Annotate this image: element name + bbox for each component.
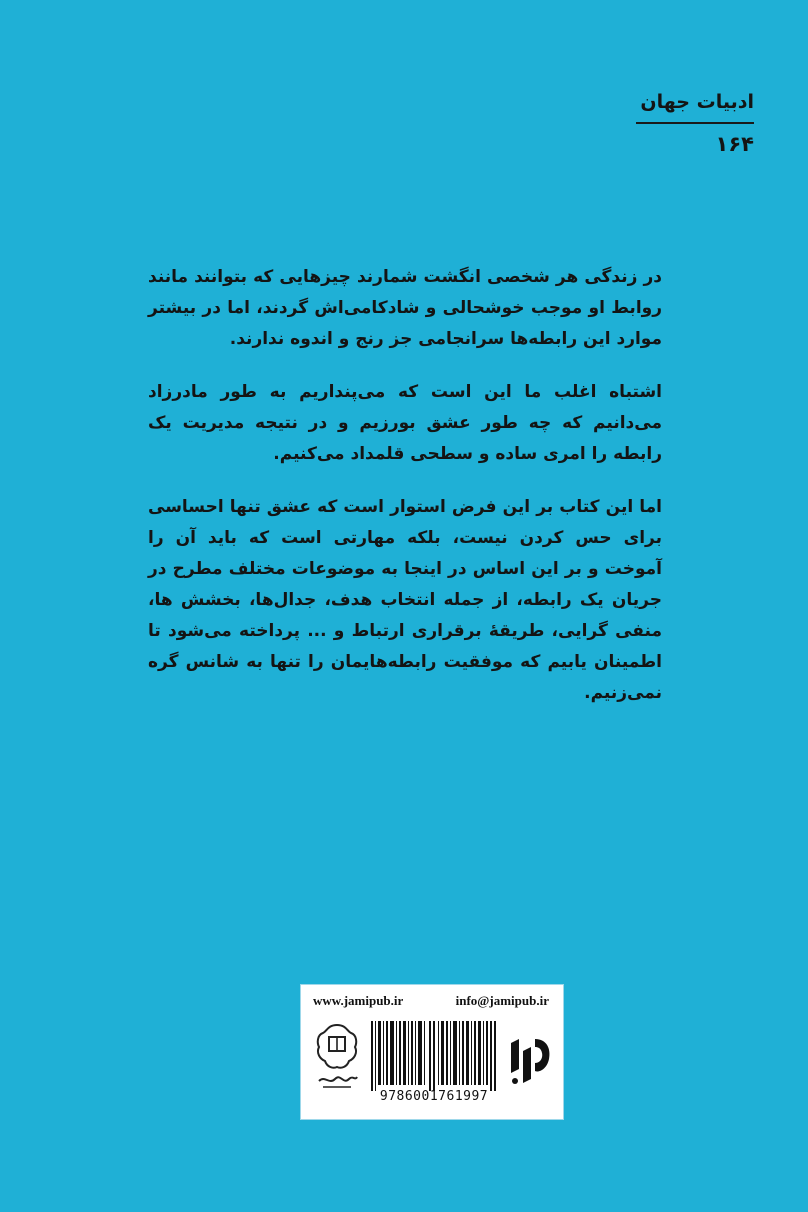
publisher-website: www.jamipub.ir xyxy=(313,993,404,1008)
isbn-number: 9786001761997 xyxy=(379,1089,489,1104)
blurb-paragraph: اما این کتاب بر این فرض استوار است که عشق تنها احساسی برای حس کردن نیست، بلکه مهارتی است که باید آن را آموخت و بر این اساس در اینجا به موضوعات مختلف مطرح در جریان یک رابطه، از جمله انتخاب هدف، جدال‌ها، بخشش ها، منفی گرایی، طریقهٔ برقراری ارتباط و ... پرداخته می‌شود تا اطمینان یابیم که موفقیت رابطه‌هایمان را تنها به شانس گره نمی‌زنیم. xyxy=(148,497,662,703)
blurb-paragraph: اشتباه اغلب ما این است که می‌پنداریم به طور مادرزاد می‌دانیم که چه طور عشق بورزیم و در نتیجه مدیریت یک رابطه را امری ساده و سطحی قلمداد می‌کنیم. xyxy=(148,382,662,464)
blurb-paragraph: در زندگی هر شخصی انگشت شمارند چیزهایی که بتوانند مانند روابط او موجب خوشحالی و شادکامی‌اش گردند، اما در بیشتر موارد این رابطه‌ها سرانجامی جز رنج و اندوه ندارند. xyxy=(148,267,662,349)
publisher-email: info@jamipub.ir xyxy=(455,993,549,1008)
publisher-logo-icon xyxy=(505,1029,555,1089)
back-cover-blurb xyxy=(148,262,662,709)
isbn-barcode xyxy=(369,1021,497,1091)
publisher-info-box xyxy=(300,984,564,1120)
series-block xyxy=(636,88,754,156)
series-number: ۱۶۴ xyxy=(715,132,754,156)
series-title: ادبیات جهان xyxy=(636,88,754,124)
publisher-seal-icon xyxy=(311,1019,363,1093)
